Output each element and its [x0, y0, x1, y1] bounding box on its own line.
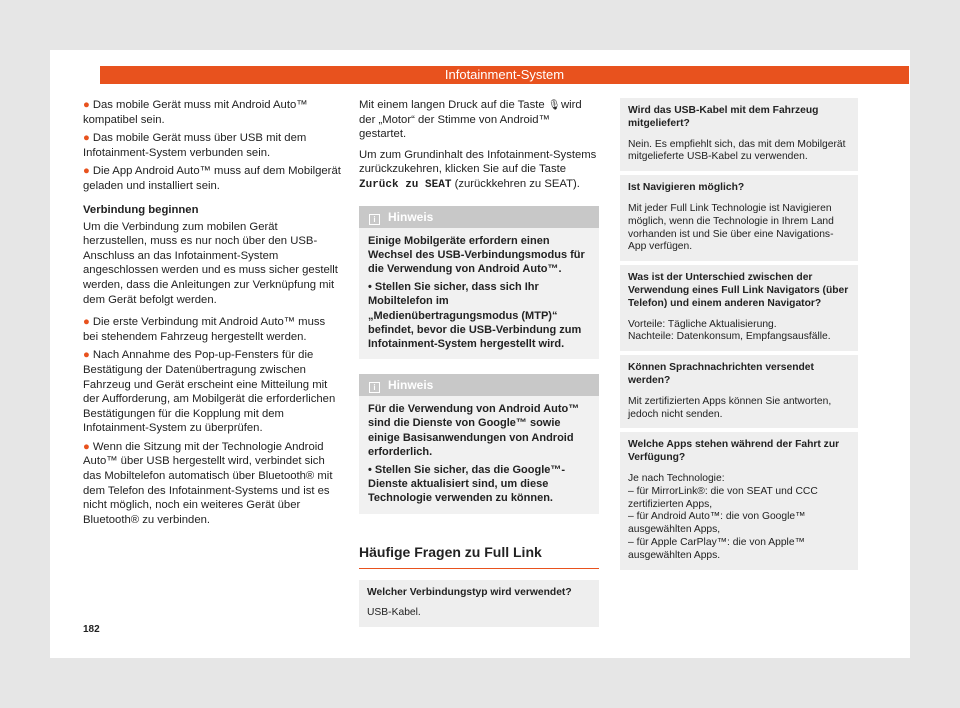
page	[50, 50, 910, 658]
faq-question: Wird das USB-Kabel mit dem Fahrzeug mitgeliefert?	[628, 105, 819, 129]
page-number: 182	[83, 624, 100, 635]
bullet-icon: ●	[83, 99, 90, 111]
list-item: ● Das mobile Gerät muss mit Android Auto™ kompatibel sein.	[83, 99, 308, 126]
list-item: ● Das mobile Gerät muss über USB mit dem Infotainment-System verbunden sein.	[83, 132, 307, 159]
paragraph: Um zum Grundinhalt des Infotainment-Systems zurückzukehren, klicken Sie auf die Taste Zurück zu SEAT (zurückkehren zu SEAT).	[359, 148, 597, 191]
faq-answer: Je nach Technologie: – für MirrorLink®: die von SEAT und CCC zertifizierten Apps, – für Android Auto™: die von Google™ ausgewählten Apps, – für Apple CarPlay™: die von Apple™ ausgewählten Apps.	[628, 472, 818, 561]
faq-question: Können Sprachnachrichten versendet werden?	[628, 362, 814, 386]
faq-answer: USB-Kabel.	[367, 607, 421, 619]
voice-control-icon: 🎙	[547, 100, 561, 111]
info-icon: i	[369, 382, 380, 393]
faq-question: Was ist der Unterschied zwischen der Verwendung eines Full Link Navigators (über Telefon) und einem anderen Navigator?	[628, 272, 849, 309]
column-right	[620, 98, 858, 574]
faq-item	[620, 98, 858, 171]
section-heading: Häufige Fragen zu Full Link	[359, 544, 599, 569]
paragraph: Um die Verbindung zum mobilen Gerät herzustellen, muss es nur noch über den USB-Anschluss an das Infotainment-System angeschlossen werden und es muss sicher gestellt werden, dass die Anleitungen zur Verknüpfung mit dem Gerät befolgt werden.	[83, 220, 338, 306]
section-heading: Verbindung beginnen	[83, 203, 199, 216]
info-icon: i	[369, 214, 380, 225]
faq-question: Welcher Verbindungstyp wird verwendet?	[367, 586, 572, 598]
paragraph: Mit einem langen Druck auf die Taste 🎙 wird der „Motor“ der Stimme von Android™ gestartet.	[359, 99, 582, 141]
faq-question: Ist Navigieren möglich?	[628, 182, 745, 194]
list-item: ● Die erste Verbindung mit Android Auto™ muss bei stehendem Fahrzeug hergestellt werden.	[83, 316, 326, 343]
note-box: i Hinweis Für die Verwendung von Android Auto™ sind die Dienste von Google™ sowie einige Basisanwendungen von Android erforderlich. • Stellen Sie sicher, das die Google™-Dienste aktualisiert sind, um diese Technologie verwenden zu können.	[359, 374, 599, 513]
page-header: Infotainment-System	[100, 66, 909, 84]
bullet-icon: ●	[83, 165, 90, 178]
faq-answer: Mit jeder Full Link Technologie ist Navigieren möglich, wenn die Technologie in Ihrem Land vorhanden ist und Sie über eine Navigations-App verfügen.	[628, 202, 834, 253]
column-middle	[359, 98, 599, 631]
bullet-icon: ●	[83, 349, 90, 362]
bullet-icon: ●	[83, 316, 90, 329]
bullet-icon: •	[368, 281, 375, 294]
bullet-icon: ●	[83, 132, 90, 145]
column-left	[83, 98, 341, 531]
faq-answer: Nein. Es empfiehlt sich, das mit dem Mobilgerät mitgelieferte USB-Kabel zu verwenden.	[628, 138, 846, 163]
list-item: ● Die App Android Auto™ muss auf dem Mobilgerät geladen und installiert sein.	[83, 165, 341, 192]
list-item: ● Nach Annahme des Pop-up-Fensters für die Bestätigung der Datenübertragung zwischen Fahrzeug und Gerät erscheint eine Mitteilung mit der Aufforderung, am Mobilgerät die erforderlichen Bestätigungen für die Kopplung mit dem Infotainment-System zu überprüfen.	[83, 349, 336, 435]
faq-question: Welche Apps stehen während der Fahrt zur Verfügung?	[628, 439, 840, 464]
bullet-icon: ●	[83, 440, 90, 453]
bullet-icon: •	[368, 464, 375, 476]
faq-item	[620, 355, 858, 428]
faq-answer: Vorteile: Tägliche Aktualisierung. Nachteile: Datenkonsum, Empfangsausfälle.	[628, 318, 831, 343]
faq-item	[359, 580, 599, 628]
note-box: i Hinweis Einige Mobilgeräte erfordern einen Wechsel des USB-Verbindungsmodus für die Verwendung von Android Auto™. • Stellen Sie sicher, dass sich Ihr Mobiltelefon im „Medienübertragungsmodus (MTP)“ befindet, bevor die USB-Verbindung zum Infotainment-System hergestellt wird.	[359, 206, 599, 360]
key-label: Zurück zu SEAT	[359, 178, 452, 191]
faq-answer: Mit zertifizierten Apps können Sie antworten, jedoch nicht senden.	[628, 395, 832, 420]
faq-item	[620, 432, 858, 569]
faq-item	[620, 265, 858, 351]
list-item: ● Wenn die Sitzung mit der Technologie Android Auto™ über USB hergestellt wird, verbindet sich das Mobiltelefon automatisch über Bluetooth® mit dem Telefon des Infotainment-Systems und ist es nicht möglich, noch ein weiteres Gerät über Bluetooth® zu verbinden.	[83, 440, 333, 526]
faq-item	[620, 175, 858, 261]
